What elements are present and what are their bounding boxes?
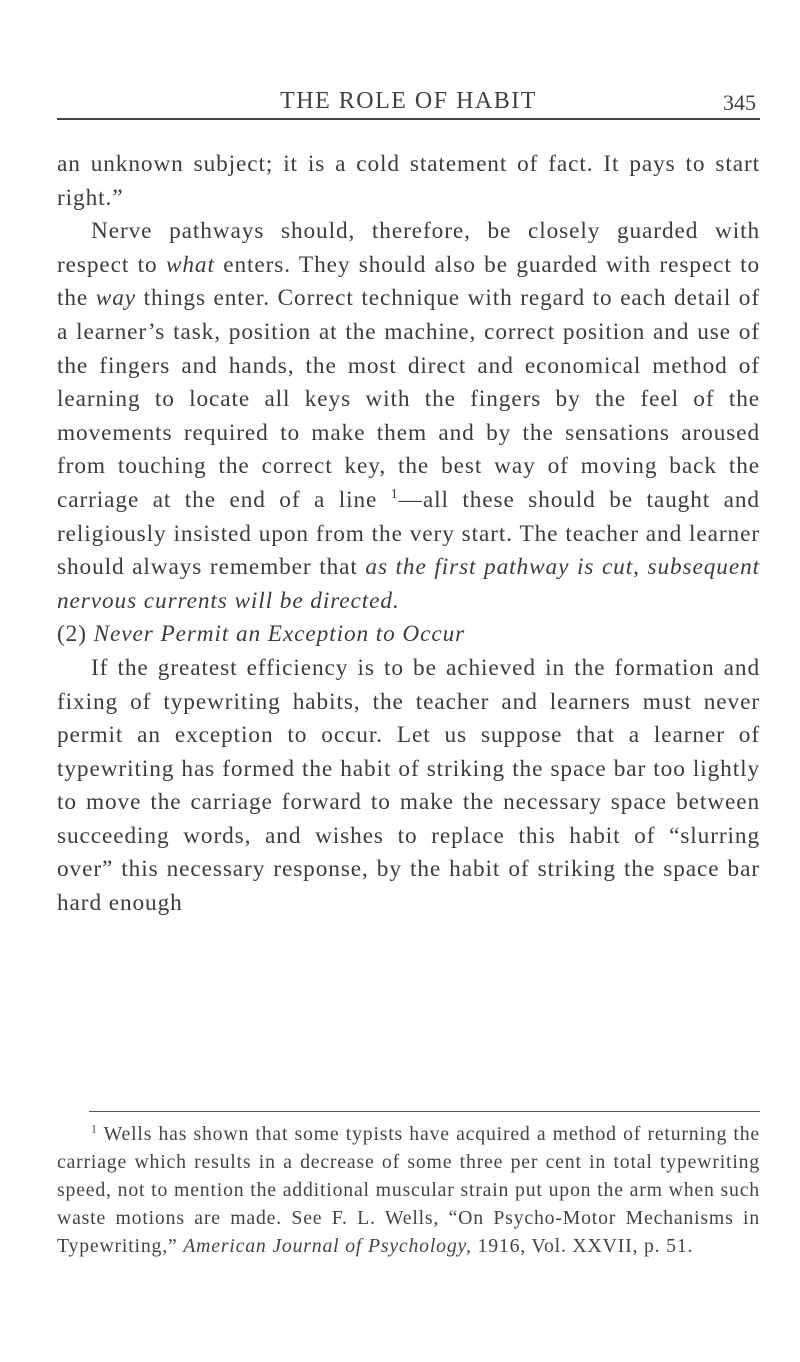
footnote-text: Wells has shown that some typists have acquired a method of returning the carriage which results in a decrease of some three per cent in total typewriting speed, not to mention the additional muscular strain put upon the arm when such waste motions are made. See F. L. Wells, “On Psycho-Motor Mechanisms in Typewriting,”: [57, 1123, 760, 1257]
running-title: THE ROLE OF HABIT: [280, 88, 537, 114]
footnote-divider: [89, 1111, 760, 1112]
paragraph-nerve-pathways: [57, 215, 760, 618]
emphasis-way: way: [95, 285, 136, 312]
footnote-citation: 1916, Vol. XXVII, p. 51.: [471, 1235, 694, 1257]
emphasis-conclusion: as the first pathway is cut, subsequent nervous currents will be directed.: [57, 554, 761, 614]
body-text: [57, 148, 760, 921]
paragraph-never-permit: If the greatest efficiency is to be achieved in the formation and fixing of typewriting habits, the teacher and learners must never permit an exception to occur. Let us suppose that a learner of typewriting has formed the habit of striking the space bar too lightly to move the carriage forward to make the necessary space between succeeding words, and wishes to replace this habit of “slurring over” this necessary response, by the habit of striking the space bar hard enough: [57, 654, 760, 917]
footnote-marker: 1: [91, 1121, 98, 1136]
paragraph-continuation: [57, 148, 760, 215]
page-number: 345: [723, 90, 756, 115]
section-title: Never Permit an Exception to Occur: [93, 621, 466, 648]
text-run: Nerve pathways should, therefore, be closely guarded with respect to: [57, 218, 760, 278]
section-heading: [57, 618, 760, 652]
section-number: (2): [57, 621, 87, 648]
text-run: things enter. Correct technique with regard to each detail of a learner’s task, position at the machine, correct position and use of the fingers and hands, the most direct and economical method of learning to locate all keys with the fingers by the feel of the movements required to make them and by the sensations aroused from touching the correct key, the best way of moving back the carriage at the end of a line: [57, 285, 760, 513]
footnote-1: [57, 1120, 760, 1260]
emphasis-what: what: [165, 251, 215, 278]
running-header: [57, 88, 760, 120]
footnote-reference[interactable]: 1: [390, 487, 399, 503]
footnote-journal: American Journal of Psychology,: [183, 1235, 472, 1257]
footnotes: [57, 1120, 760, 1260]
text-run: enters. They should also be guarded with respect to the: [57, 251, 760, 312]
text-run: —all these should be taught and religiously insisted upon from the very start. The teacher and learner should always remember that: [57, 486, 760, 581]
text-run: an unknown subject; it is a cold statement of fact. It pays to start right.”: [57, 151, 760, 211]
